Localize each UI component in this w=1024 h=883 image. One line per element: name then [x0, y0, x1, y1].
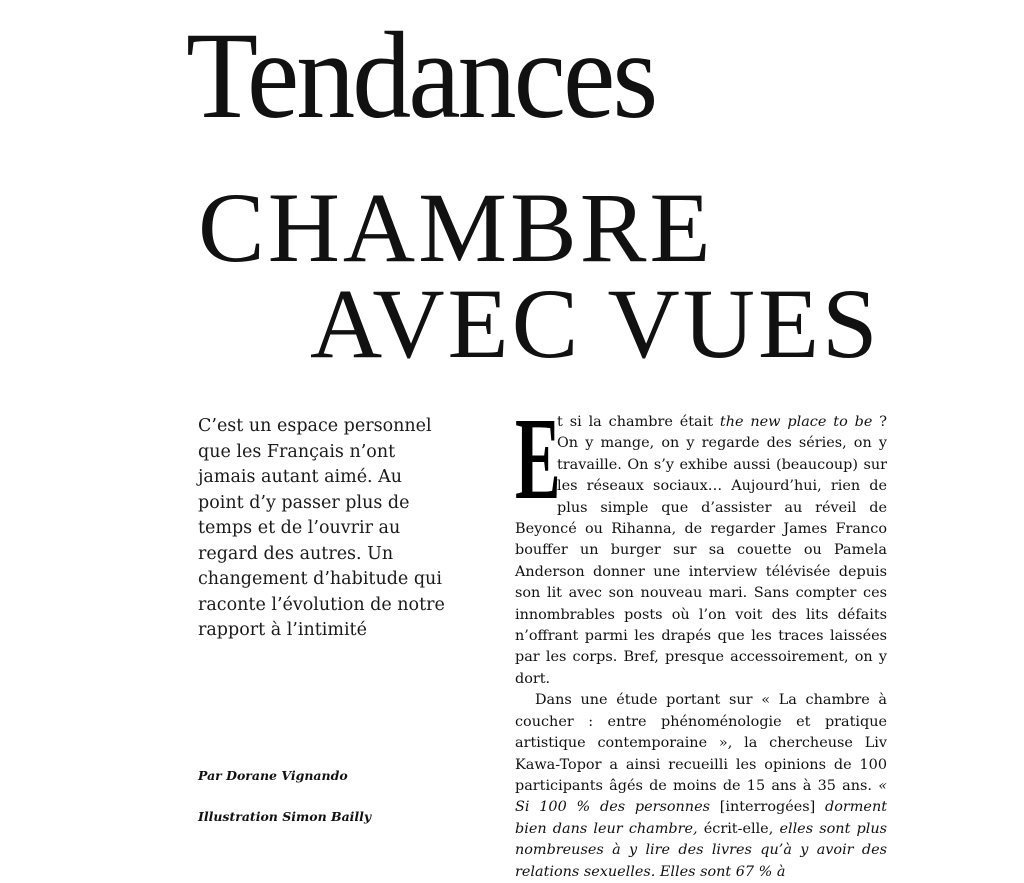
- drop-cap: E: [515, 393, 561, 524]
- paragraph-2-text-b: [interrogées]: [719, 799, 826, 816]
- standfirst: C’est un espace personnel que les Français n’ont jamais autant aimé. Au point d’y passer plus de temps et de l’ouvrir au regard des autres. Un changement d’habitude qui raconte l’évolution de notre rapport à l’intimité: [198, 416, 445, 640]
- paragraph-2-emphasis-3: elles sont plus nombreuses à y lire des livres qu’à y avoir des relations sexuelles. Elles sont 67 % à: [515, 820, 887, 880]
- paragraph-1-text-a: t si la chambre était: [557, 414, 720, 430]
- byline: Par Dorane Vignando: [198, 768, 348, 783]
- paragraph-2-emphasis-2: dorment bien dans leur chambre,: [515, 799, 887, 837]
- paragraph-1-text-b: ? On y mange, on y regarde des séries, on y travaille. On s’y exhibe aussi (beaucoup) sur les réseaux sociaux… Aujourd’hui, rien de plus simple que d’assister au réveil de Beyoncé ou Rihanna, de regarder James Franco bouffer un burger sur sa couette ou Pamela Anderson donner une interview télévisée depuis son lit avec son nouveau mari. Sans compter ces innombrables posts où l’on voit des lits défaits n’offrant parmi les drapés que les traces laissées par les corps. Bref, presque accessoirement, on y dort.: [515, 414, 887, 687]
- headline: [198, 172, 958, 379]
- article-body: [515, 393, 887, 883]
- paragraph-2-text-a: Dans une étude portant sur « La chambre à coucher : entre phénoménologie et pratique artistique contemporaine », la chercheuse Liv Kawa-Topor a ainsi recueilli les opinions de 100 participants âgés de moins de 15 ans à 35 ans.: [515, 692, 887, 794]
- rubric-title: Tendances: [186, 6, 656, 145]
- paragraph-1-emphasis: the new place to be: [719, 414, 873, 430]
- headline-line-1: CHAMBRE: [198, 172, 714, 283]
- paragraph-1: [515, 393, 887, 690]
- illustration-credit: Illustration Simon Bailly: [198, 809, 372, 824]
- headline-line-2: AVEC VUES: [310, 268, 881, 379]
- paragraph-2: [515, 690, 887, 883]
- paragraph-2-text-c: écrit-elle,: [697, 820, 780, 837]
- paragraph-2-emphasis-1: « Si 100 % des personnes: [515, 777, 887, 816]
